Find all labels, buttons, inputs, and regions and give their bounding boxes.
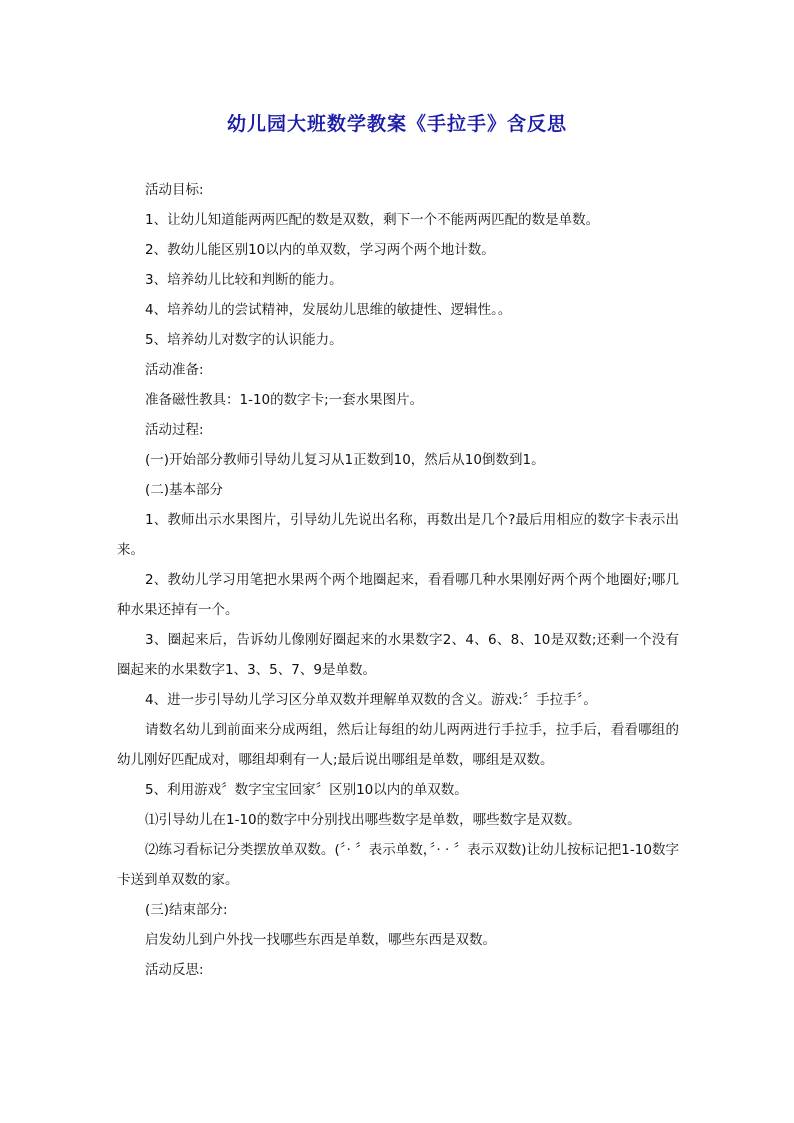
process-step-3: 3、圈起来后，告诉幼儿像刚好圈起来的水果数字2、4、6、8、10是双数;还剩一个没有圈起来的水果数字1、3、5、7、9是单数。 bbox=[117, 632, 679, 678]
goal-item-2: 2、教幼儿能区别10以内的单双数，学习两个两个地计数。 bbox=[145, 242, 495, 258]
goal-item-1: 1、让幼儿知道能两两匹配的数是双数，剩下一个不能两两匹配的数是单数。 bbox=[145, 212, 600, 228]
heading-activity-process: 活动过程: bbox=[145, 422, 204, 438]
goal-item-4: 4、培养幼儿的尝试精神，发展幼儿思维的敏捷性、逻辑性。。 bbox=[145, 302, 512, 318]
process-step-5-sub-2: ⑵练习看标记分类摆放单双数。(〞· 〞表示单数，〞· · 〞表示双数)让幼儿按标记把1-10数字卡送到单双数的家。 bbox=[117, 842, 679, 888]
goal-item-5: 5、培养幼儿对数字的认识能力。 bbox=[145, 332, 343, 348]
heading-activity-reflection: 活动反思: bbox=[145, 962, 204, 978]
document-body bbox=[117, 175, 679, 985]
process-closing-text: 启发幼儿到户外找一找哪些东西是单数，哪些东西是双数。 bbox=[145, 932, 496, 948]
process-step-5-sub-1: ⑴引导幼儿在1-10的数字中分别找出哪些数字是单数，哪些数字是双数。 bbox=[145, 812, 581, 828]
heading-activity-goals: 活动目标: bbox=[145, 182, 204, 198]
process-closing-heading: (三)结束部分: bbox=[145, 902, 228, 918]
process-step-4-detail: 请数名幼儿到前面来分成两组，然后让每组的幼儿两两进行手拉手，拉手后，看看哪组的幼儿刚好匹配成对，哪组却剩有一人;最后说出哪组是单数，哪组是双数。 bbox=[117, 722, 679, 768]
process-basic-heading: (二)基本部分 bbox=[145, 482, 224, 498]
preparation-text: 准备磁性教具：1-10的数字卡;一套水果图片。 bbox=[145, 392, 424, 408]
process-step-5: 5、利用游戏〞数字宝宝回家〞区别10以内的单双数。 bbox=[145, 782, 468, 798]
process-step-2: 2、教幼儿学习用笔把水果两个两个地圈起来，看看哪几种水果刚好两个两个地圈好;哪几种水果还掉有一个。 bbox=[117, 572, 679, 618]
process-step-4: 4、进一步引导幼儿学习区分单双数并理解单双数的含义。游戏:〞手拉手〞。 bbox=[145, 692, 597, 708]
process-step-1: 1、教师出示水果图片，引导幼儿先说出名称，再数出是几个?最后用相应的数字卡表示出来。 bbox=[117, 512, 679, 558]
goal-item-3: 3、培养幼儿比较和判断的能力。 bbox=[145, 272, 343, 288]
document-title: 幼儿园大班数学教案《手拉手》含反思 bbox=[226, 113, 567, 135]
process-opening: (一)开始部分教师引导幼儿复习从1正数到10，然后从10倒数到1。 bbox=[145, 452, 545, 468]
heading-activity-preparation: 活动准备: bbox=[145, 362, 204, 378]
